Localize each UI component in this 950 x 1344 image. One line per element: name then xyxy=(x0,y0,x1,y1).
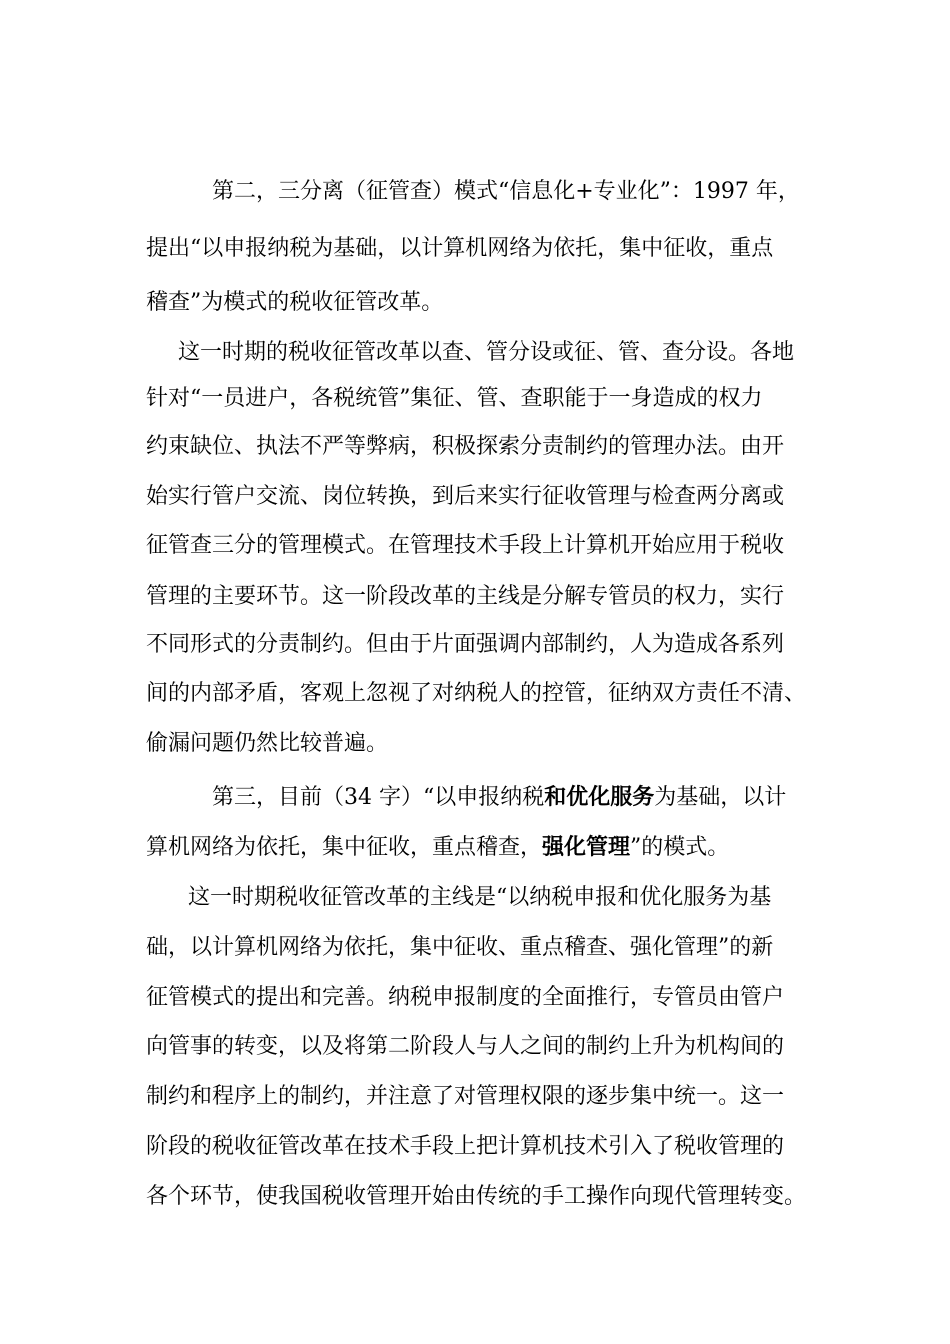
para3-line2-emphasis: 强化管理 xyxy=(542,835,631,860)
para4-line5: 制约和程序上的制约，并注意了对管理权限的逐步集中统一。这一 xyxy=(146,1084,785,1109)
para3-line2-text-end: ”的模式。 xyxy=(630,835,730,860)
para4-line1: 这一时期税收征管改革的主线是“以纳税申报和优化服务为基 xyxy=(188,885,772,910)
para3-line2 xyxy=(146,828,729,868)
para3-line1 xyxy=(212,778,786,818)
para1-line3: 稽查”为模式的税收征管改革。 xyxy=(146,290,444,315)
para4-line4: 向管事的转变，以及将第二阶段人与人之间的制约上升为机构间的 xyxy=(146,1034,785,1059)
para3-line2-text: 算机网络为依托，集中征收，重点稽查， xyxy=(146,835,543,860)
para3-line1-text: 第三，目前（34 字）“以申报纳税 xyxy=(212,785,545,810)
para2-line5: 征管查三分的管理模式。在管理技术手段上计算机开始应用于税收 xyxy=(146,533,785,558)
para2-line4: 始实行管户交流、岗位转换，到后来实行征收管理与检查两分离或 xyxy=(146,484,785,509)
para2-line7: 不同形式的分责制约。但由于片面强调内部制约，人为造成各系列 xyxy=(146,632,785,657)
para1-line2: 提出“以申报纳税为基础，以计算机网络为依托，集中征收，重点 xyxy=(146,236,774,261)
para4-line2: 础，以计算机网络为依托，集中征收、重点稽查、强化管理”的新 xyxy=(146,935,774,960)
para2-line3: 约束缺位、执法不严等弊病，积极探索分责制约的管理办法。由开 xyxy=(146,434,785,459)
para2-line1: 这一时期的税收征管改革以查、管分设或征、管、查分设。各地 xyxy=(178,340,795,365)
para4-line3: 征管模式的提出和完善。纳税申报制度的全面推行，专管员由管户 xyxy=(146,985,785,1010)
para3-line1-text-end: 为基础，以计 xyxy=(654,785,787,810)
para4-line7: 各个环节，使我国税收管理开始由传统的手工操作向现代管理转变。 xyxy=(146,1184,807,1209)
para2-line6: 管理的主要环节。这一阶段改革的主线是分解专管员的权力，实行 xyxy=(146,584,785,609)
para4-line6: 阶段的税收征管改革在技术手段上把计算机技术引入了税收管理的 xyxy=(146,1134,785,1159)
para2-line8: 间的内部矛盾，客观上忽视了对纳税人的控管，征纳双方责任不清、 xyxy=(146,681,807,706)
para1-line1: 第二，三分离（征管查）模式“信息化+专业化”：1997 年， xyxy=(212,179,800,204)
para2-line2: 针对“一员进户，各税统管”集征、管、查职能于一身造成的权力 xyxy=(146,386,763,411)
para3-line1-emphasis: 和优化服务 xyxy=(544,785,655,810)
para2-line9: 偷漏问题仍然比较普遍。 xyxy=(146,731,389,756)
